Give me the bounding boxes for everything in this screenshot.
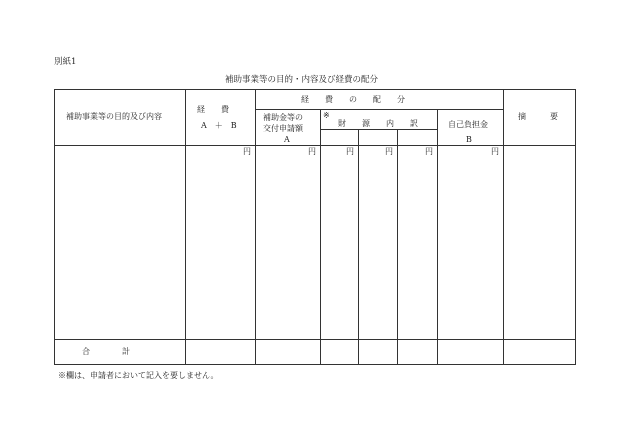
column-line [358,129,359,364]
unit-label: 円 [385,147,393,156]
column-line [320,109,321,364]
column-line [255,89,256,364]
form-id: 別紙1 [54,57,77,67]
table-left-border [54,89,55,364]
column-line [185,89,186,364]
table-top-border [54,89,576,90]
total-label: 合 計 [82,347,130,356]
self-burden-label: 自己負担金 [448,120,488,129]
source-divider [320,129,437,130]
unit-label: 円 [346,147,354,156]
expense-label: 経 費 [197,105,229,114]
self-burden-mark: B [466,135,472,144]
header-bottom-border [54,145,576,146]
grant-mark: A [284,135,290,144]
purpose-header: 補助事業等の目的及び内容 [66,112,162,121]
note-mark: ※ [323,111,330,120]
column-line [397,129,398,364]
unit-label: 円 [243,147,251,156]
footnote: ※欄は、申請者において記入を要しません。 [58,371,219,380]
unit-label: 円 [308,147,316,156]
allocation-header: 経 費 の 配 分 [301,95,405,104]
grant-label-line1: 補助金等の [263,113,303,122]
document-title: 補助事業等の目的・内容及び経費の配分 [225,75,379,85]
allocation-divider [255,109,503,110]
unit-label: 円 [425,147,433,156]
expense-formula: A ＋ B [201,121,237,130]
column-line [503,89,504,364]
grant-label-line2: 交付申請額 [263,124,303,133]
column-line [437,109,438,364]
unit-label: 円 [491,147,499,156]
source-header: 財 源 内 訳 [338,119,418,128]
table-right-border [575,89,576,364]
remarks-header: 摘 要 [518,112,558,121]
table-bottom-border [54,364,576,365]
total-top-border [54,339,576,340]
